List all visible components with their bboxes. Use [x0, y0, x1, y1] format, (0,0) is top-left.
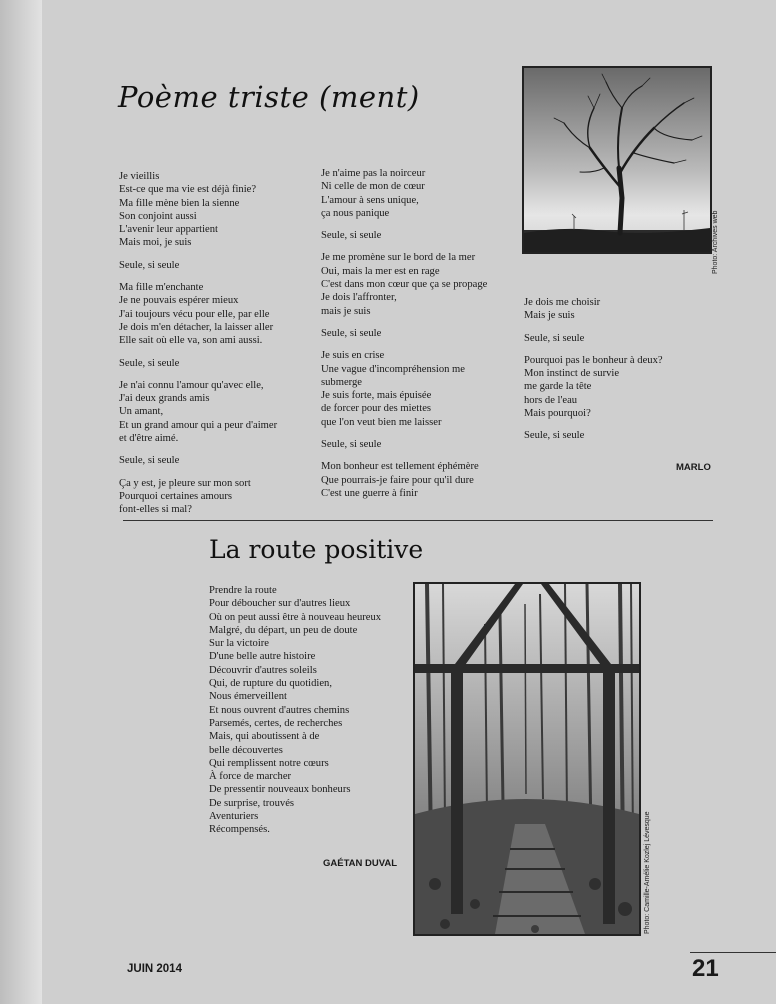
forest-path-photo	[413, 582, 641, 936]
stanza: Seule, si seule	[119, 259, 180, 271]
stanza: Seule, si seule	[524, 430, 585, 442]
tree-photo-credit: Photo: Archives web	[712, 210, 719, 274]
footer-rule	[690, 952, 776, 953]
section-divider	[123, 520, 713, 521]
footer-date: JUIN 2014	[127, 963, 182, 975]
stanza: Seule, si seule	[321, 327, 382, 339]
forest-path-image	[415, 584, 639, 934]
stanza: Je suis en crise Une vague d'incompréhension me submerge Je suis forte, mais épuisée de forcer pour des miettes que l'on veut bien me laisser	[321, 350, 465, 428]
page-binding-shadow	[0, 0, 42, 1004]
page-number: 21	[692, 955, 719, 982]
stanza: Je dois me choisir Mais je suis	[524, 297, 601, 322]
stanza: Je n'aime pas la noirceur Ni celle de mon de cœur L'amour à sens unique, ça nous panique	[321, 168, 426, 219]
stanza: Seule, si seule	[119, 357, 180, 369]
poem1-author: MARLO	[676, 462, 711, 473]
stanza: Je me promène sur le bord de la mer Oui, mais la mer est en rage C'est dans mon cœur que ça se propage Je dois l'affronter, mais je suis	[321, 252, 488, 317]
poem1-column-2	[321, 167, 521, 509]
stanza: Je vieillis Est-ce que ma vie est déjà finie? Ma fille mène bien la sienne Son conjoint aussi L'avenir leur appartient Mais moi, je suis	[119, 171, 257, 249]
stanza: Mon bonheur est tellement éphémère Que pourrais-je faire pour qu'il dure C'est une guerre à finir	[321, 461, 479, 499]
poem2-author: GAÉTAN DUVAL	[323, 858, 398, 869]
poem1-title: Poème triste (ment)	[118, 80, 420, 114]
poem2-title: La route positive	[209, 535, 424, 564]
poem1-column-3	[524, 296, 704, 452]
stanza: Seule, si seule	[524, 332, 585, 344]
stanza: Ça y est, je pleure sur mon sort Pourquoi certaines amours font-elles si mal?	[119, 477, 251, 516]
poem2-text: Prendre la route Pour déboucher sur d'autres lieux Où on peut aussi être à nouveau heureux Malgré, du départ, un peu de doute Sur la victoire D'une belle autre histoire Découvrir d'autres soleils Qui, de rupture du quotidien, Nous émerveillent Et nous ouvrent d'autres chemins Parsemés, certes, de recherches Mais, qui aboutissent à de belle découvertes Qui remplissent notre cœurs À force de marcher De pressentir nouveaux bonheurs De surprise, trouvés Aventuriers Récompensés.	[209, 585, 382, 836]
stanza: Pourquoi pas le bonheur à deux? Mon instinct de survie me garde la tête hors de l'eau Mais pourquoi?	[524, 354, 663, 420]
tree-photo-image	[524, 68, 710, 252]
poem1-column-1	[119, 170, 309, 526]
stanza: Ma fille m'enchante Je ne pouvais espérer mieux J'ai toujours vécu pour elle, par elle Je dois m'en détacher, la laisser aller Elle sait où elle va, son ami aussi.	[119, 282, 274, 347]
stanza: Seule, si seule	[321, 439, 382, 451]
forest-photo-credit: Photo: Camille-Amélie Kozlej Lévesque	[644, 811, 651, 934]
stanza: Je n'ai connu l'amour qu'avec elle, J'ai deux grands amis Un amant, Et un grand amour qui a peur d'aimer et d'être aimé.	[119, 379, 278, 445]
stanza: Seule, si seule	[119, 455, 180, 467]
stanza: Seule, si seule	[321, 230, 382, 242]
tree-photo	[522, 66, 712, 254]
